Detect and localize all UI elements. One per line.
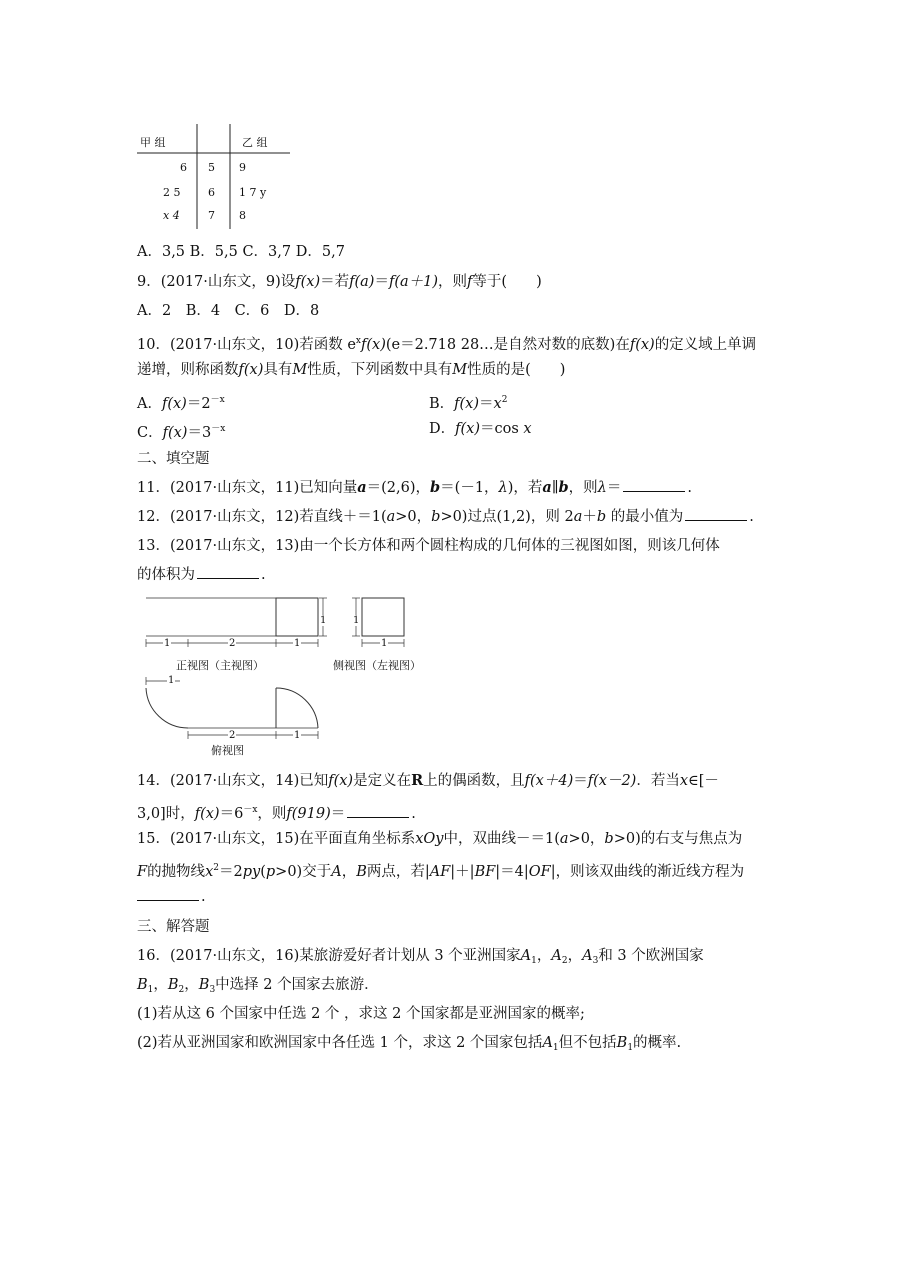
- q16-part-1: (1)若从这 6 个国家中任选 2 个 ，求这 2 个国家都是亚洲国家的概率;: [137, 1006, 585, 1022]
- q16-line-1: 16．(2017·山东文，16)某旅游爱好者计划从 3 个亚洲国家$A_1$，$A_2$，$A_3$和 3 个欧洲国家: [137, 948, 704, 966]
- dim-top-3: 1: [294, 730, 301, 741]
- q14-answer-blank: [347, 805, 409, 818]
- q8-options: A．3,5 B．5,5 C．3,7 D．5,7: [137, 244, 345, 260]
- front-view-label: 正视图（主视图）: [176, 659, 264, 672]
- dim-side-width: 1: [381, 638, 388, 649]
- stem-leaf-left-1: 6: [180, 161, 187, 174]
- q15-line-2: F的抛物线$x^2=2py(p>0)$交于A，B两点，若|AF|＋|BF|＝4|OF|，则该双曲线的渐近线方程为: [137, 863, 745, 880]
- q9-stem: 9．(2017·山东文，9)设f(x)＝若f(a)＝f(a＋1)，则f等于( ): [137, 274, 542, 290]
- dim-front-3: 1: [294, 638, 301, 649]
- q10-line-1: 10．(2017·山东文，10)若函数 $e^xf(x)(e=2.718$ 28…是自然对数的底数)在f(x)的定义域上单调: [137, 336, 757, 353]
- q10-option-d: D．f(x)＝cos x: [429, 421, 532, 437]
- stem-leaf-header-right: 乙 组: [242, 136, 268, 149]
- stem-leaf-left-3: x 4: [163, 209, 180, 222]
- stem-leaf-header-left: 甲 组: [140, 136, 166, 149]
- side-view-label: 侧视图（左视图）: [333, 659, 421, 672]
- q11-answer-blank: [623, 479, 685, 492]
- dim-top-1: 1: [168, 675, 175, 686]
- stem-leaf-stem-2: 6: [208, 186, 215, 199]
- stem-leaf-right-1: 9: [239, 161, 246, 174]
- stem-leaf-left-2: 2 5: [163, 186, 181, 199]
- stem-leaf-right-3: 8: [239, 209, 246, 222]
- stem-leaf-stem-1: 5: [208, 161, 215, 174]
- q15-answer-blank: [137, 888, 199, 901]
- dim-front-height: 1: [320, 615, 327, 626]
- q10-line-2: 递增，则称函数f(x)具有M性质，下列函数中具有M性质的是( ): [137, 362, 566, 378]
- q12: 12．(2017·山东文，12)若直线＋＝1(a>0，b>0)过点(1,2)，则 2a＋b 的最小值为 .: [137, 509, 754, 525]
- q10-option-c: C．$f(x)=3^{-x}$: [137, 424, 226, 441]
- dim-front-2: 2: [229, 638, 236, 649]
- q15-line-3: .: [137, 887, 206, 907]
- dim-top-2: 2: [229, 730, 236, 741]
- q12-answer-blank: [685, 508, 747, 521]
- dim-front-1: 1: [164, 638, 171, 649]
- q15-line-1: 15．(2017·山东文，15)在平面直角坐标系xOy中，双曲线－＝1(a>0，b>0)的右支与焦点为: [137, 831, 743, 847]
- q13-line-2: 的体积为 .: [137, 567, 266, 583]
- top-view-label: 俯视图: [211, 744, 244, 757]
- section-fill-in-heading: 二、填空题: [137, 451, 210, 467]
- q11: 11．(2017·山东文，11)已知向量a＝(2,6)，b＝(－1，λ)，若a∥b，则λ＝ .: [137, 479, 692, 496]
- dim-side-height: 1: [353, 615, 360, 626]
- stem-leaf-stem-3: 7: [208, 209, 215, 222]
- q14-line-2: 3,0]时，$f(x)=6^{-x}$，则f(919)＝ .: [137, 805, 416, 822]
- q10-option-a: A．$f(x)=2^{-x}$: [137, 395, 225, 412]
- q14-line-1: 14．(2017·山东文，14)已知f(x)是定义在R上的偶函数，且f(x＋4)＝f(x－2)．若当x∈[－: [137, 772, 719, 789]
- q13-answer-blank: [197, 566, 259, 579]
- q13-line-1: 13．(2017·山东文，13)由一个长方体和两个圆柱构成的几何体的三视图如图，则该几何体: [137, 538, 720, 554]
- q10-option-b: B．$f(x)=x^2$: [429, 395, 508, 412]
- three-views-drawing: [140, 592, 440, 762]
- q9-options: A．2 B．4 C．6 D．8: [137, 303, 320, 319]
- stem-leaf-right-2: 1 7 y: [239, 186, 267, 199]
- q16-part-2: (2)若从亚洲国家和欧洲国家中各任选 1 个，求这 2 个国家包括$A_1$但不包括$B_1$的概率.: [137, 1035, 682, 1053]
- section-solution-heading: 三、解答题: [137, 919, 210, 935]
- q16-line-2: $B_1$，$B_2$，$B_3$中选择 2 个国家去旅游．: [137, 977, 379, 995]
